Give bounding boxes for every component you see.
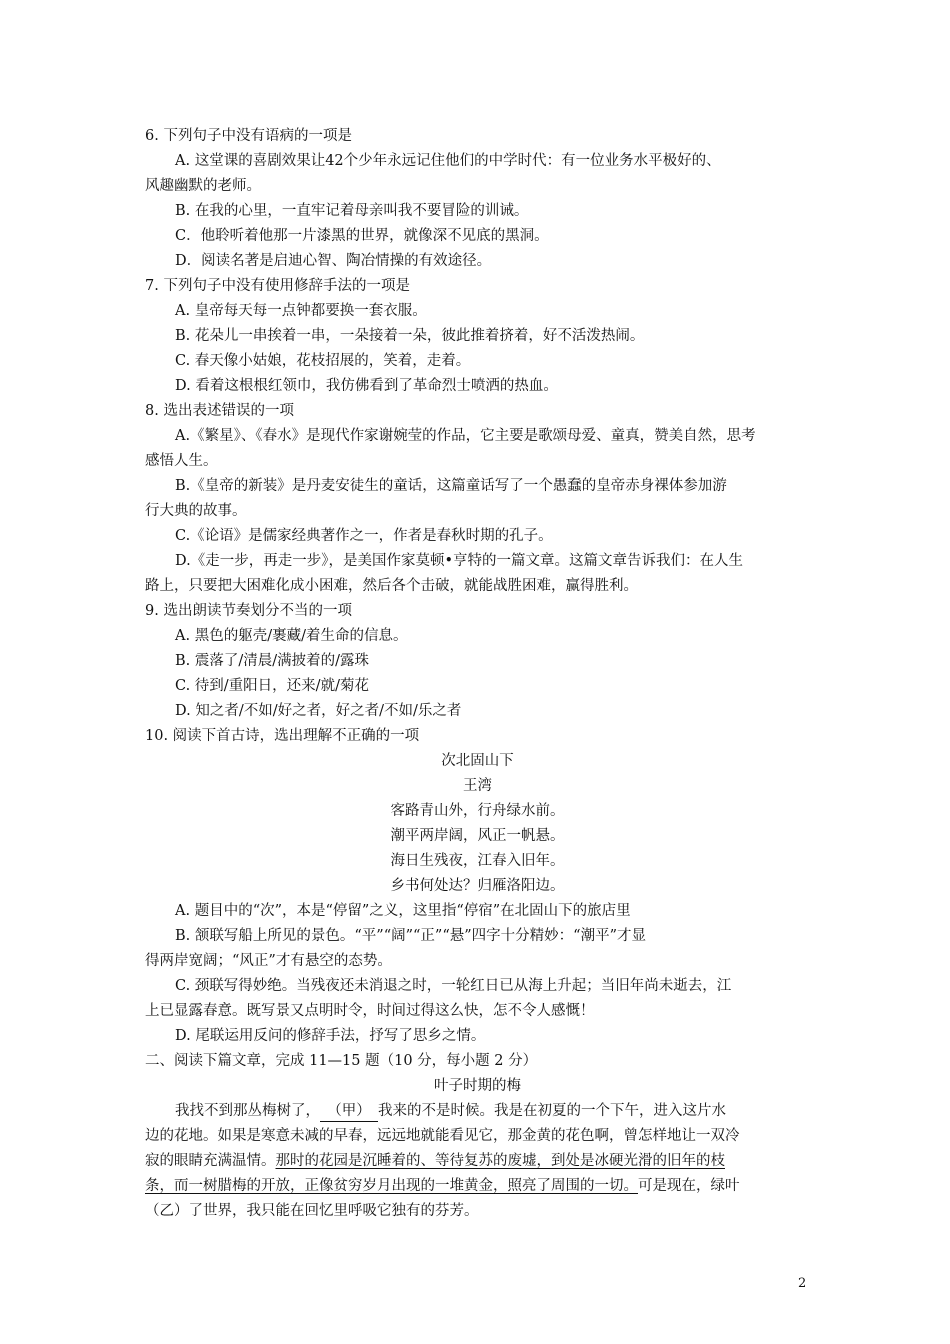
article-paragraph-line bbox=[145, 1176, 810, 1196]
question-10-option-c-cont: 上已显露春意。既写景又点明时令，时间过得这么快，怎不令人感慨！ bbox=[145, 1003, 595, 1019]
question-9-option-a: A. 黑色的躯壳/裹藏/着生命的信息。 bbox=[175, 628, 408, 644]
text-segment: 可是现在，绿叶 bbox=[638, 1178, 740, 1194]
question-7-option-b: B. 花朵儿一串挨着一串，一朵接着一朵，彼此推着挤着，好不活泼热闹。 bbox=[175, 328, 645, 344]
question-8-option-a-cont: 感悟人生。 bbox=[145, 453, 218, 469]
text-segment: 我来的不是时候。我是在初夏的一个下午，进入这片水 bbox=[378, 1103, 726, 1119]
question-10-option-d: D. 尾联运用反问的修辞手法，抒写了思乡之情。 bbox=[175, 1028, 486, 1044]
text-segment: 寂的眼睛充满温情。 bbox=[145, 1153, 276, 1169]
question-9-option-d: D. 知之者/不如/好之者，好之者/不如/乐之者 bbox=[175, 703, 462, 719]
question-8-option-c: C.《论语》是儒家经典著作之一，作者是春秋时期的孔子。 bbox=[175, 528, 553, 544]
question-9-stem: 9. 选出朗读节奏划分不当的一项 bbox=[145, 603, 352, 619]
question-9-option-b: B. 震落了/清晨/满披着的/露珠 bbox=[175, 653, 370, 669]
article-paragraph-line bbox=[145, 1151, 810, 1171]
question-10-option-a: A. 题目中的“次”，本是“停留”之义，这里指“停宿”在北固山下的旅店里 bbox=[175, 903, 631, 919]
question-10-stem: 10. 阅读下首古诗，选出理解不正确的一项 bbox=[145, 728, 420, 744]
question-8-option-d: D.《走一步，再走一步》，是美国作家莫顿•亨特的一篇文章。这篇文章告诉我们：在人生 bbox=[175, 553, 744, 569]
underlined-sentence: 条，而一树腊梅的开放，正像贫穷岁月出现的一堆黄金，照亮了周围的一切。 bbox=[145, 1178, 638, 1194]
question-6-option-c: C．他聆听着他那一片漆黑的世界，就像深不见底的黑洞。 bbox=[175, 228, 549, 244]
question-8-option-b-cont: 行大典的故事。 bbox=[145, 503, 247, 519]
article-title: 叶子时期的梅 bbox=[434, 1078, 521, 1094]
question-8-option-d-cont: 路上，只要把大困难化成小困难，然后各个击破，就能战胜困难，赢得胜利。 bbox=[145, 578, 638, 594]
question-8-stem: 8. 选出表述错误的一项 bbox=[145, 403, 294, 419]
question-7-stem: 7. 下列句子中没有使用修辞手法的一项是 bbox=[145, 278, 410, 294]
question-9-option-c: C. 待到/重阳日，还来/就/菊花 bbox=[175, 678, 369, 694]
article-paragraph-line bbox=[175, 1101, 810, 1122]
poem-line: 客路青山外，行舟绿水前。 bbox=[390, 803, 565, 819]
page-number: 2 bbox=[798, 1276, 807, 1291]
question-7-option-a: A. 皇帝每天每一点钟都要换一套衣服。 bbox=[175, 303, 427, 319]
poem-title: 次北固山下 bbox=[441, 753, 514, 769]
question-8-option-b: B.《皇帝的新装》是丹麦安徒生的童话，这篇童话写了一个愚蠢的皇帝赤身裸体参加游 bbox=[175, 478, 727, 494]
question-7-option-d: D. 看着这根根红领巾，我仿佛看到了革命烈士喷洒的热血。 bbox=[175, 378, 558, 394]
blank-jia: （甲） bbox=[320, 1101, 378, 1122]
question-6-stem: 6. 下列句子中没有语病的一项是 bbox=[145, 128, 352, 144]
question-7-option-c: C. 春天像小姑娘，花枝招展的，笑着，走着。 bbox=[175, 353, 471, 369]
question-6-option-a-cont: 风趣幽默的老师。 bbox=[145, 178, 261, 194]
poem-author: 王湾 bbox=[463, 778, 492, 794]
article-paragraph-line: 边的花地。如果是寒意未减的早春，远远地就能看见它，那金黄的花色啊，曾怎样地让一双冷 bbox=[145, 1128, 740, 1144]
article-paragraph-line: （乙）了世界，我只能在回忆里呼吸它独有的芬芳。 bbox=[145, 1203, 479, 1219]
poem-line: 海日生残夜，江春入旧年。 bbox=[390, 853, 565, 869]
section-heading: 二、阅读下篇文章，完成 11—15 题（10 分，每小题 2 分） bbox=[145, 1053, 538, 1069]
question-10-option-c: C. 颈联写得妙绝。当残夜还未消退之时，一轮红日已从海上升起；当旧年尚未逝去，江 bbox=[175, 978, 732, 994]
underlined-sentence: 那时的花园是沉睡着的、等待复苏的废墟，到处是冰硬光滑的旧年的枝 bbox=[275, 1153, 725, 1169]
poem-line: 潮平两岸阔，风正一帆悬。 bbox=[390, 828, 565, 844]
question-6-option-a: A. 这堂课的喜剧效果让42个少年永远记住他们的中学时代：有一位业务水平极好的、 bbox=[175, 153, 721, 169]
poem-line: 乡书何处达？归雁洛阳边。 bbox=[390, 878, 565, 894]
question-6-option-b: B. 在我的心里，一直牢记着母亲叫我不要冒险的训诫。 bbox=[175, 203, 529, 219]
text-segment: 我找不到那丛梅树了， bbox=[175, 1103, 320, 1119]
question-8-option-a: A.《繁星》、《春水》是现代作家谢婉莹的作品，它主要是歌颂母爱、童真，赞美自然，思考 bbox=[175, 428, 756, 444]
question-10-option-b-cont: 得两岸宽阔；“风正”才有悬空的态势。 bbox=[145, 953, 392, 969]
question-10-option-b: B. 颔联写船上所见的景色。“平”“阔”“正”“悬”四字十分精妙：“潮平”才显 bbox=[175, 928, 646, 944]
question-6-option-d: D．阅读名著是启迪心智、陶冶情操的有效途径。 bbox=[175, 253, 492, 269]
